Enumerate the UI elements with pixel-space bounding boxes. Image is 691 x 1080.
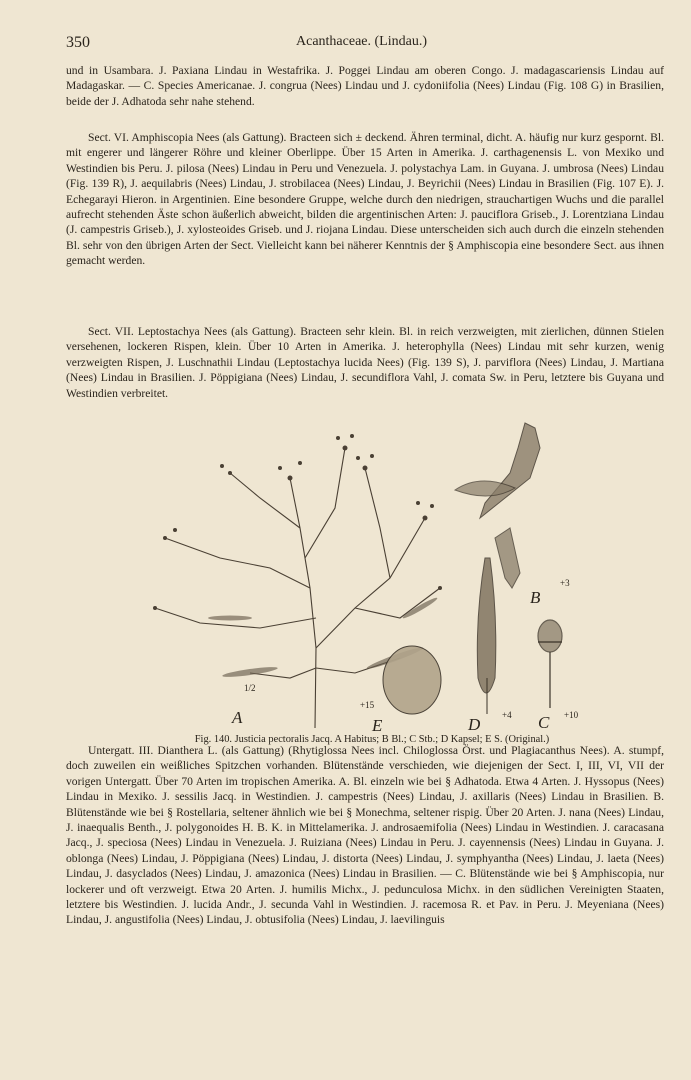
running-title: Acanthaceae. (Lindau.) — [296, 34, 427, 49]
paragraph-text: und in Usambara. J. Paxiana Lindau in Westafrika. J. Poggei Lindau am oberen Congo. J. madagascariensis Lindau auf Madagaskar. — C. Species Americanae. J. congrua (Nees) Lindau und J. cydoniifolia (Nees) Lindau (Fig. 108 G) in Brasilien, beide der J. Adhatoda sehr nahe stehend. — [66, 64, 664, 108]
paragraph-sect-vii — [66, 324, 664, 401]
figure-label-e: E — [372, 716, 383, 735]
figure-caption: Fig. 140. Justicia pectoralis Jacq. A Habitus; B Bl.; C Stb.; D Kapsel; E S. (Original.) — [194, 734, 550, 745]
paragraph-species-americanae — [66, 63, 664, 109]
paragraph-sect-vi — [66, 130, 664, 269]
paragraph-text: Untergatt. III. Dianthera L. (als Gattung) (Rhytiglossa Nees incl. Chiloglossa Örst. und Plagiacanthus Nees). A. stumpf, doch zuweilen ein weißliches Spitzchen vorhanden. Blütenstände verschieden, wie diejenigen der Sect. I, III, VI, VII der vorigen Untergatt. Über 70 Arten im tropischen Amerika. A. Bl. einzeln wie bei § Adhatoda. Etwa 4 Arten. J. Hyssopus (Nees) Lindau in Mexiko. J. sessilis Jacq. in Westindien. J. campestris (Nees) Lindau, J. axillaris (Nees) Lindau in Brasilien. B. Blütenstände wie bei § Rostellaria, seltener ähnlich wie bei § Monechma, seltener rispig. Über 20 Arten. J. nana (Nees) Lindau, J. inaequalis Benth., J. polygonoides H. B. K. in Mittelamerika. J. androsaemifolia (Nees) Lindau in Westindien. J. caracasana Jacq., J. speciosa (Nees) Lindau in Venezuela. J. Ruiziana (Nees) Lindau in Peru. J. cayennensis (Nees) Lindau in Guyana. J. oblonga (Nees) Lindau, J. Pöppigiana (Nees) Lindau, J. distorta (Nees) Lindau, J. symphyantha (Nees) Lindau, J. laeta (Nees) Lindau, J. dasyclados (Nees) Lindau, J. amazonica (Nees) Lindau in Brasilien. — C. Blütenstände wie bei § Amphiscopia, nur lockerer und oft verzweigt. Etwa 20 Arten. J. humilis Michx., J. pedunculosa Michx. in den südlichen Vereinigten Staaten, letztere bis Westindien. J. lucida Andr., J. secunda Vahl in Westindien. J. racemosa R. et Pav. in Peru. J. Meyeniana (Nees) Lindau, J. angustifolia (Nees) Lindau, J. obtusifolia (Nees) Lindau, J. laevilinguis — [66, 744, 664, 927]
flower-b-drawing — [455, 423, 540, 588]
botanical-illustration — [140, 418, 580, 732]
capsule-d-drawing — [477, 558, 496, 714]
paragraph-text: Sect. VI. Amphiscopia Nees (als Gattung). Bracteen sich ± deckend. Ähren terminal, dicht. A. häufig nur kurz gespornt. Bl. mit engerer und längerer Röhre und kleiner Oberlippe. Über 15 Arten in Amerika. J. carthagenensis L. von Mexiko und Westindien bis Peru. J. pilosa (Nees) Lindau in Peru und Venezuela. J. polystachya Lam. in Guyana. J. umbrosa (Nees) Lindau (Fig. 139 R), J. aequilabris (Nees) Lindau, J. strobilacea (Nees) Lindau, J. Beyrichii (Nees) Lindau in Brasilien (Fig. 107 E). J. Echegarayi Hieron. in Argentinien. Eine besondere Gruppe, welche durch den niedrigen, strauchartigen Wuchs und die parallel aufrecht stehenden Äste schon äußerlich abweicht, bilden die argentinischen Arten: J. pauciflora Griseb., J. Lorentziana Lindau (J. campestris Griseb.), J. xylosteoides Griseb. und J. riojana Lindau. Diese unterscheiden sich auch durch die einzeln stehenden Bl. sehr von den übrigen Arten der Sect. Vielleicht kann bei näherer Kenntnis der § Amphiscopia eine besondere Sect. aus ihnen gemacht werden. — [66, 131, 664, 268]
scale-d: +4 — [502, 710, 512, 720]
paragraph-untergatt-iii — [66, 743, 664, 928]
figure-label-d: D — [468, 715, 481, 734]
scale-b: +3 — [560, 578, 570, 588]
scale-a: 1/2 — [244, 683, 256, 693]
stamen-c-drawing — [538, 620, 562, 708]
figure-140 — [140, 418, 580, 735]
flower-buds — [153, 434, 442, 610]
figure-label-a: A — [232, 708, 243, 727]
page-header — [66, 34, 657, 54]
figure-label-c: C — [538, 713, 550, 732]
scale-c: +10 — [564, 710, 579, 720]
figure-label-b: B — [530, 588, 541, 607]
seed-e-drawing — [383, 646, 441, 714]
scale-e: +15 — [360, 700, 375, 710]
page-number: 350 — [66, 34, 90, 51]
paragraph-text: Sect. VII. Leptostachya Nees (als Gattung). Bracteen sehr klein. Bl. in reich verzweigten, mit zierlichen, dünnen Stielen versehenen, lockeren Rispen, klein. Über 10 Arten in Amerika. J. heterophylla (Nees) Lindau mit sehr kurzen, wenig verzweigten Rispen, J. Luschnathii Lindau (Leptostachya lucida Nees) (Fig. 139 S), J. parviflora (Nees) Lindau, J. Martiana (Nees) Lindau in Brasilien. J. Pöppigiana (Nees) Lindau, J. secundiflora Vahl, J. comata Sw. in Peru, letztere bis Guyana und Westindien verbreitet. — [66, 325, 664, 400]
